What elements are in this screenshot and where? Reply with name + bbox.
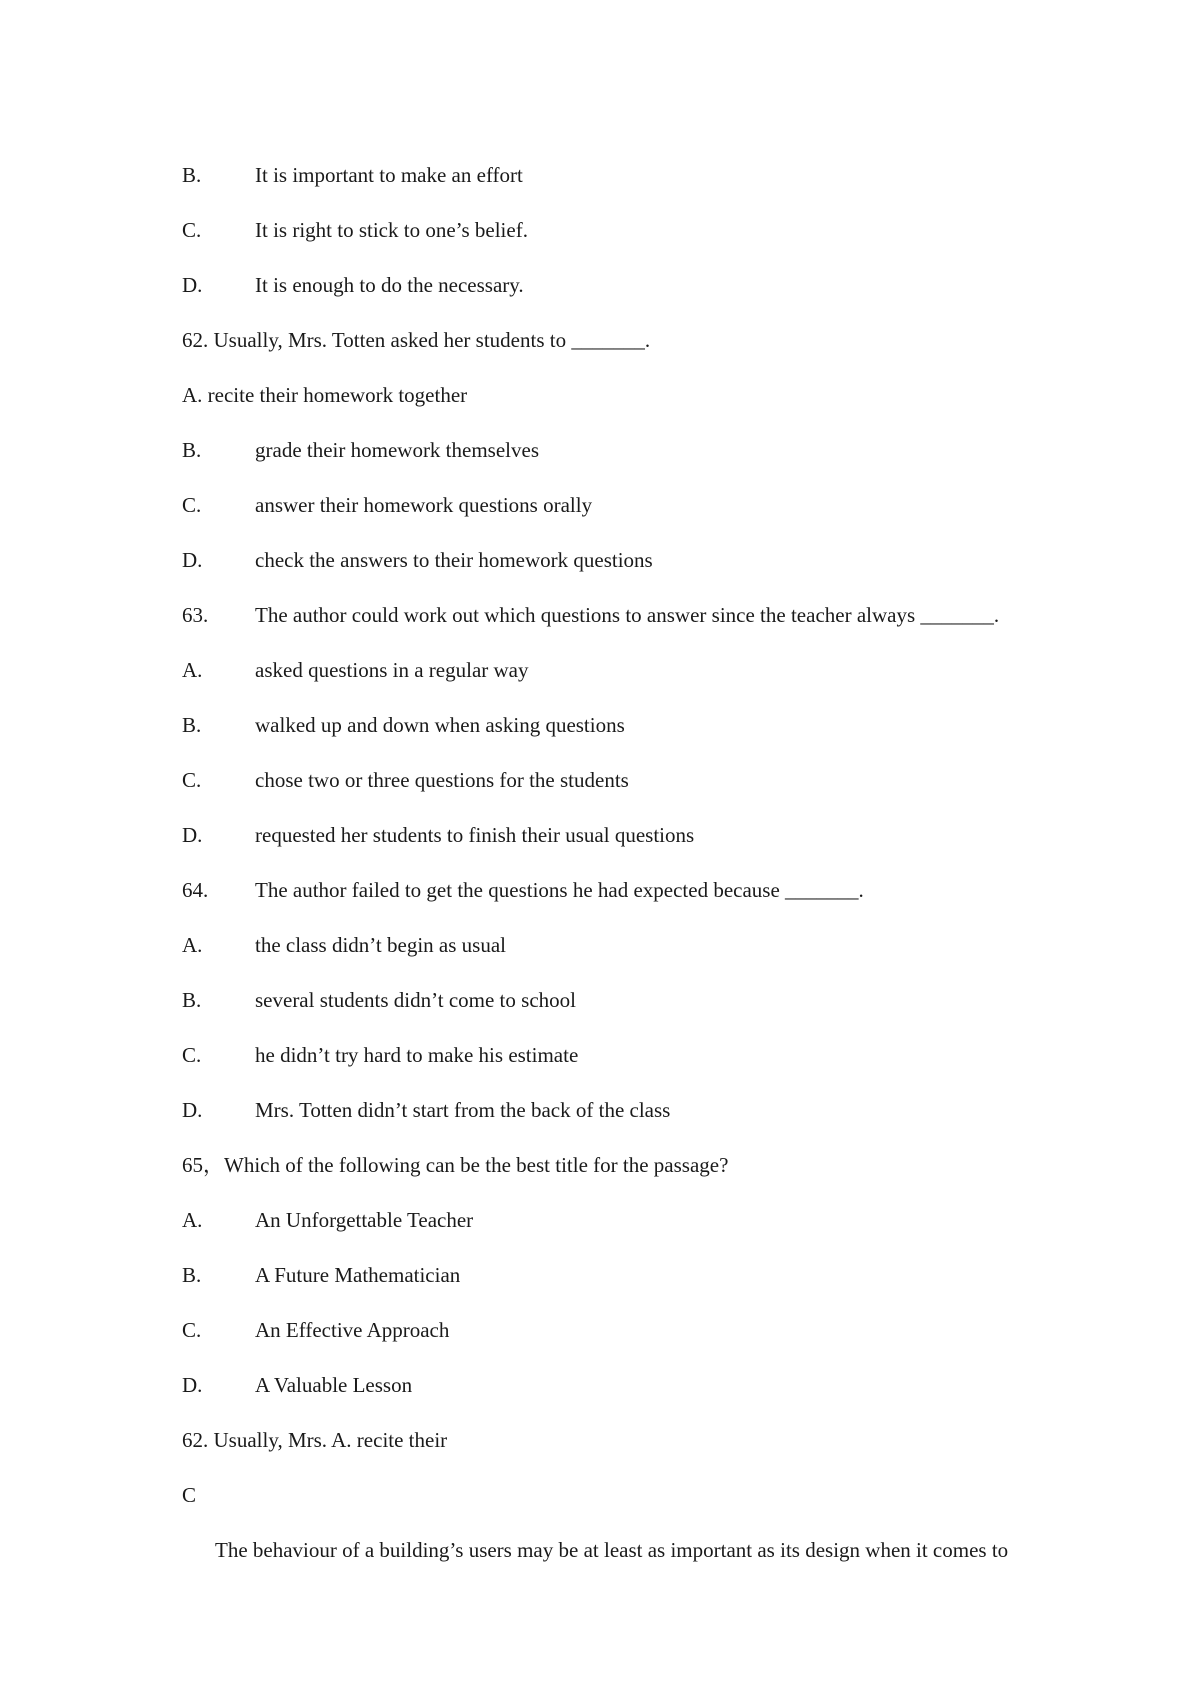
fragment-text: 62. Usually, Mrs. A. recite their: [182, 1428, 448, 1452]
option-text: chose two or three questions for the students: [255, 768, 629, 792]
option-label: B.: [182, 1263, 202, 1287]
option-text: check the answers to their homework questions: [255, 548, 653, 572]
option-label: C.: [182, 493, 202, 517]
option-text: grade their homework themselves: [255, 438, 539, 462]
option-label: C.: [182, 768, 202, 792]
option-label: A.: [182, 933, 203, 957]
option-text: requested her students to finish their usual questions: [255, 823, 695, 847]
option-text: walked up and down when asking questions: [255, 713, 625, 737]
option-text: several students didn’t come to school: [255, 988, 576, 1012]
option-label: C.: [182, 218, 202, 242]
option-label: B.: [182, 163, 202, 187]
question-number: 64.: [182, 878, 209, 902]
option-text: An Effective Approach: [255, 1318, 450, 1342]
option-text: It is important to make an effort: [255, 163, 523, 187]
option-label: C.: [182, 1318, 202, 1342]
option-label: A.: [182, 658, 203, 682]
option-text: answer their homework questions orally: [255, 493, 593, 517]
option-label: C.: [182, 1043, 202, 1067]
question-text: The author could work out which questions to answer since the teacher always _______.: [255, 603, 1000, 627]
option-text: It is right to stick to one’s belief.: [255, 218, 528, 242]
question-text: 62. Usually, Mrs. Totten asked her students to _______.: [182, 328, 651, 352]
option-label: D.: [182, 1098, 203, 1122]
option-label: D.: [182, 548, 203, 572]
paragraph-text: The behaviour of a building’s users may be at least as important as its design when it comes to: [215, 1538, 1009, 1562]
option-text: Mrs. Totten didn’t start from the back of the class: [255, 1098, 671, 1122]
option-text: A Future Mathematician: [255, 1263, 461, 1287]
option-label: D.: [182, 823, 203, 847]
option-text: A Valuable Lesson: [255, 1373, 413, 1397]
option-label: D.: [182, 1373, 203, 1397]
option-label: B.: [182, 438, 202, 462]
question-text: The author failed to get the questions he had expected because _______.: [255, 878, 864, 902]
option-label: A.: [182, 1208, 203, 1232]
section-letter: C: [182, 1483, 197, 1507]
option-text: the class didn’t begin as usual: [255, 933, 506, 957]
question-text: 65，Which of the following can be the best title for the passage?: [182, 1153, 729, 1177]
option-text: asked questions in a regular way: [255, 658, 529, 682]
option-text: An Unforgettable Teacher: [255, 1208, 474, 1232]
option-label: D.: [182, 273, 203, 297]
option-label: B.: [182, 713, 202, 737]
option-text: he didn’t try hard to make his estimate: [255, 1043, 579, 1067]
option-text: It is enough to do the necessary.: [255, 273, 524, 297]
option-text: A. recite their homework together: [182, 383, 468, 407]
question-number: 63.: [182, 603, 209, 627]
option-label: B.: [182, 988, 202, 1012]
